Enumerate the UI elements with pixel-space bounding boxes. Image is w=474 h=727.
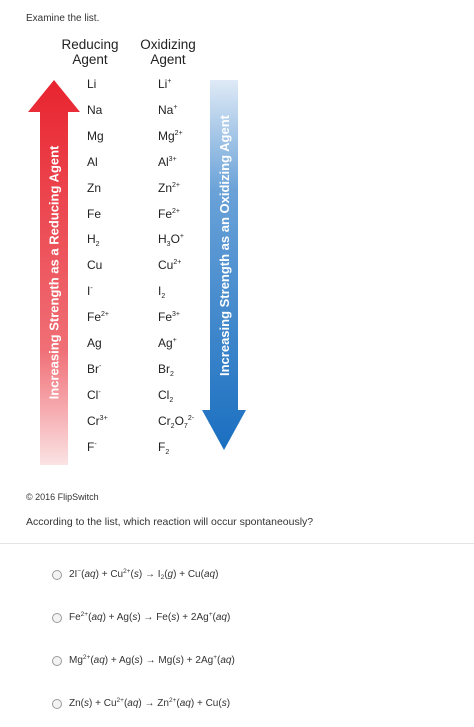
reducing-agent-cell <box>87 362 101 376</box>
reducing-agent-cell <box>87 258 102 272</box>
reducing-header-line1: Reducing <box>61 37 119 52</box>
reducing-agent-part: - <box>98 388 101 396</box>
reaction-part: g <box>167 569 174 580</box>
reaction-part: ( <box>88 612 92 623</box>
intro-text: Examine the list. <box>26 13 100 24</box>
reducing-agent-part: Mg <box>87 128 104 143</box>
copyright-text: © 2016 FlipSwitch <box>26 492 99 502</box>
oxidizing-agent-part: Fe <box>158 310 173 325</box>
radio-button[interactable] <box>52 656 62 666</box>
reaction-part: aq <box>179 698 191 709</box>
reducing-agent-cell <box>87 336 102 350</box>
reaction-part: s <box>171 612 177 623</box>
reducing-agent-part: 2 <box>95 241 100 249</box>
reaction-part: aq <box>220 655 232 666</box>
oxidizing-agent-cell <box>158 181 180 195</box>
oxidizing-agent-part: Cu <box>158 258 174 273</box>
oxidizing-agent-part: Cr <box>158 413 171 428</box>
reducing-agent-part: 3+ <box>99 414 108 422</box>
oxidizing-agent-part: 2+ <box>172 207 180 215</box>
reaction-part: ) + Cu( <box>190 698 222 709</box>
reaction-part: ( <box>216 655 221 666</box>
radio-button[interactable] <box>52 570 62 580</box>
reducing-agent-part: F <box>87 439 95 454</box>
reducing-arrow-label-wrap <box>28 80 80 465</box>
oxidizing-agent-part: 2+ <box>173 259 182 267</box>
reaction-part: − <box>77 568 82 575</box>
reducing-agent-part: Li <box>87 77 97 91</box>
reducing-agent-part: Cr <box>87 413 100 428</box>
question-text: According to the list, which reaction will occur spontaneously? <box>26 516 314 528</box>
answer-option-label[interactable] <box>69 698 230 709</box>
oxidizing-agent-cell <box>158 440 169 454</box>
oxidizing-agent-cell <box>158 362 174 376</box>
oxidizing-agent-part: Zn <box>158 180 173 195</box>
oxidizing-agent-cell <box>158 388 173 402</box>
oxidizing-agent-part: + <box>173 103 178 111</box>
answer-option-4[interactable] <box>52 698 230 709</box>
reaction-part: ( <box>164 569 168 580</box>
reaction-part: s <box>132 612 138 623</box>
reaction-part: ) <box>227 612 231 623</box>
oxidizing-agent-part: 2 <box>170 370 174 378</box>
reducing-agent-part: Ag <box>87 336 102 350</box>
oxidizing-agent-cell <box>158 129 183 143</box>
reaction-part: ) + Cu <box>89 698 117 709</box>
reaction-part: + <box>213 654 217 661</box>
oxidizing-header-line2: Agent <box>150 52 186 67</box>
oxidizing-agent-part: I <box>158 284 162 299</box>
reaction-part: ) + Cu <box>95 569 124 580</box>
answer-option-label[interactable] <box>69 612 230 623</box>
oxidizing-agent-part: Na <box>158 102 174 117</box>
reducing-agent-cell <box>87 77 96 91</box>
reducing-agent-part: Zn <box>87 180 102 195</box>
oxidizing-agent-part: 2 <box>170 422 175 430</box>
reducing-agent-part: - <box>94 440 97 448</box>
reducing-agent-part: 2+ <box>101 311 109 319</box>
oxidizing-agent-cell <box>158 232 185 249</box>
reaction-part: ( <box>212 612 216 623</box>
oxidizing-agent-part: Al <box>158 154 169 169</box>
reducing-agent-cell <box>87 388 101 402</box>
oxidizing-agent-part: Br <box>158 361 170 376</box>
reaction-part: ) → Fe( <box>137 612 172 623</box>
reducing-agent-part: I <box>87 284 91 299</box>
reaction-part: aq <box>93 655 105 666</box>
oxidizing-agent-part: O <box>170 232 180 247</box>
answer-option-label[interactable] <box>69 569 218 580</box>
reaction-part: ) → Mg( <box>139 655 176 666</box>
reaction-part: 2I <box>69 569 78 580</box>
reducing-agent-part: Cl <box>87 387 99 402</box>
answer-option-3[interactable] <box>52 655 235 666</box>
oxidizing-agent-part: 3+ <box>172 311 180 319</box>
reducing-agent-part: Al <box>87 154 98 169</box>
oxidizing-agent-cell <box>158 155 177 169</box>
reducing-agent-part: Br <box>87 361 99 376</box>
reaction-part: Fe <box>69 612 81 623</box>
reaction-part: 2+ <box>82 654 91 661</box>
reducing-agent-part: H <box>87 232 96 247</box>
reaction-part: ( <box>90 655 94 666</box>
reducing-agent-part: Cu <box>87 258 103 273</box>
reducing-agent-part: - <box>99 362 102 370</box>
reaction-part: ) + 2Ag <box>180 655 214 666</box>
oxidizing-agent-cell <box>158 310 180 324</box>
divider <box>0 543 474 544</box>
reaction-part: ) <box>231 655 235 666</box>
oxidizing-agent-part: 2 <box>169 396 174 404</box>
oxidizing-agent-part: 2 <box>165 448 170 456</box>
oxidizing-agent-cell <box>158 414 194 428</box>
reducing-agent-part: - <box>90 285 93 293</box>
reducing-agent-cell <box>87 440 97 454</box>
oxidizing-agent-part: + <box>167 78 172 85</box>
oxidizing-arrow-label-wrap <box>202 80 246 410</box>
answer-option-2[interactable] <box>52 612 230 623</box>
reaction-part: s <box>221 698 227 709</box>
oxidizing-agent-cell <box>158 103 177 117</box>
reducing-agent-part: Fe <box>87 206 102 221</box>
oxidizing-agent-part: + <box>179 233 185 241</box>
reaction-part: ( <box>123 698 128 709</box>
reducing-agent-part: Na <box>87 102 103 117</box>
reducing-agent-cell <box>87 155 98 169</box>
oxidizing-agent-cell <box>158 258 181 272</box>
reaction-part: s <box>134 655 140 666</box>
oxidizing-agent-part: 2- <box>187 414 195 422</box>
reducing-agent-cell <box>87 103 102 117</box>
answer-option-1[interactable] <box>52 569 218 580</box>
reducing-agent-cell <box>87 414 108 428</box>
reducing-agent-cell <box>87 232 100 249</box>
reducing-header-line2: Agent <box>72 52 108 67</box>
reaction-part: ) + Cu( <box>173 569 204 580</box>
reducing-arrow-label: Increasing Strength as a Reducing Agent <box>46 145 62 400</box>
oxidizing-agent-part: O <box>174 413 184 428</box>
oxidizing-agent-cell <box>158 284 166 301</box>
oxidizing-agent-header <box>136 37 200 67</box>
reducing-agent-cell <box>87 310 109 324</box>
oxidizing-agent-part: H <box>158 232 167 247</box>
reaction-part: s <box>175 655 181 666</box>
reaction-part: Mg <box>69 655 83 666</box>
oxidizing-agent-part: Fe <box>158 206 173 221</box>
oxidizing-agent-part: + <box>172 337 177 344</box>
reaction-part: ) → I <box>138 569 161 580</box>
reaction-part: Zn( <box>69 698 84 709</box>
answer-option-label[interactable] <box>69 655 235 666</box>
reaction-part: 2+ <box>116 697 124 704</box>
oxidizing-agent-part: Ag <box>158 336 173 350</box>
oxidizing-agent-cell <box>158 207 180 221</box>
oxidizing-agent-part: 7 <box>183 422 188 430</box>
reaction-part: ) <box>215 569 219 580</box>
oxidizing-agent-part: Cl <box>158 387 170 402</box>
reaction-part: ) <box>226 698 231 709</box>
reaction-part: aq <box>91 612 103 623</box>
reaction-part: ) + Ag( <box>102 612 133 623</box>
reducing-agent-cell <box>87 181 101 195</box>
radio-button[interactable] <box>52 613 62 623</box>
oxidizing-arrow-label: Increasing Strength as an Oxidizing Agent <box>216 114 232 376</box>
oxidizing-agent-part: 2+ <box>174 129 183 137</box>
reducing-agent-cell <box>87 284 93 298</box>
reaction-part: ) + 2Ag <box>176 612 209 623</box>
reaction-part: aq <box>84 569 96 580</box>
oxidizing-agent-part: 2 <box>161 293 166 301</box>
reaction-part: ( <box>130 569 134 580</box>
oxidizing-agent-part: F <box>158 439 166 454</box>
reaction-part: 2+ <box>123 568 131 575</box>
reaction-part: 2+ <box>168 697 177 704</box>
reaction-part: s <box>133 569 139 580</box>
radio-button[interactable] <box>52 699 62 709</box>
reaction-part: s <box>84 698 89 709</box>
oxidizing-agent-part: Li <box>158 77 168 91</box>
reaction-part: + <box>208 611 213 618</box>
reaction-part: 2 <box>160 574 165 581</box>
reducing-agent-cell <box>87 129 104 143</box>
oxidizing-agent-part: 3 <box>166 241 171 249</box>
oxidizing-agent-cell <box>158 336 177 350</box>
reaction-part: aq <box>127 698 139 709</box>
oxidizing-agent-cell <box>158 77 171 91</box>
reducing-agent-header <box>58 37 122 67</box>
reaction-part: ( <box>81 569 85 580</box>
oxidizing-agent-part: 2+ <box>172 181 180 189</box>
reducing-agent-part: Fe <box>87 310 102 325</box>
oxidizing-agent-part: Mg <box>158 128 175 143</box>
reaction-part: aq <box>203 569 216 580</box>
reaction-part: aq <box>215 612 227 623</box>
reaction-part: ) + Ag( <box>104 655 135 666</box>
reaction-part: ) → Zn <box>138 698 169 709</box>
oxidizing-header-line1: Oxidizing <box>140 37 196 52</box>
reducing-agent-cell <box>87 207 101 221</box>
reaction-part: ( <box>176 698 180 709</box>
reaction-part: 2+ <box>80 611 89 618</box>
oxidizing-agent-part: 3+ <box>168 155 177 163</box>
